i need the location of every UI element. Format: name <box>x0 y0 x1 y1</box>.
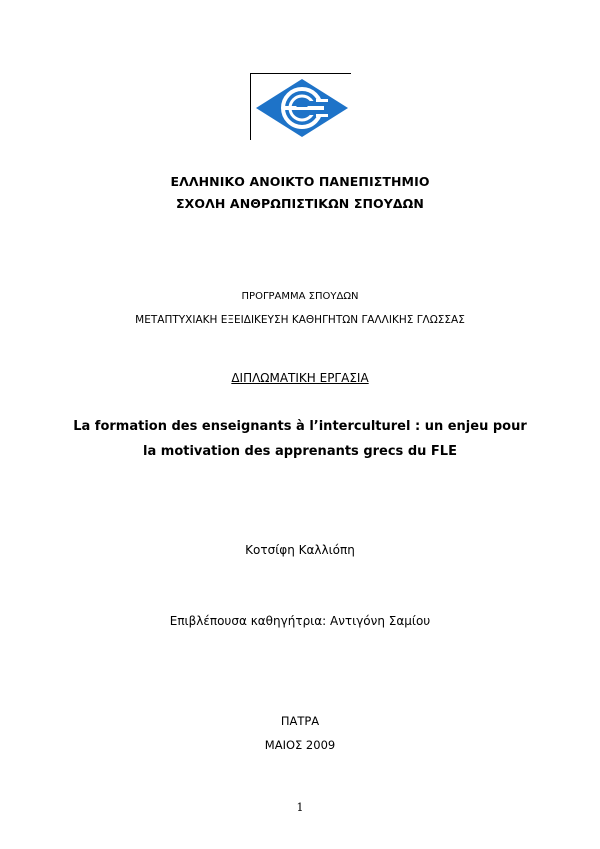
logo-frame <box>250 73 351 140</box>
date: ΜΑΙΟΣ 2009 <box>264 738 336 752</box>
thesis-title-line-1: La formation des enseignants à l’interculturel : un enjeu pour <box>73 419 527 434</box>
author-name: Κοτσίφη Καλλιόπη <box>245 543 355 557</box>
university-logo-icon <box>254 77 350 139</box>
place: ΠΑΤΡΑ <box>280 714 320 728</box>
school-name: ΣΧΟΛΗ ΑΝΘΡΩΠΙΣΤΙΚΩΝ ΣΠΟΥΔΩΝ <box>176 196 424 211</box>
supervisor: Επιβλέπουσα καθηγήτρια: Αντιγόνη Σαμίου <box>169 614 431 628</box>
program-label: ΠΡΟΓΡΑΜΜΑ ΣΠΟΥΔΩΝ <box>241 291 359 302</box>
thesis-title-line-2: la motivation des apprenants grecs du FLE <box>143 444 457 459</box>
thesis-type: ΔΙΠΛΩΜΑΤΙΚΗ ΕΡΓΑΣΙΑ <box>231 371 369 385</box>
page-number: 1 <box>296 801 304 814</box>
program-name: ΜΕΤΑΠΤΥΧΙΑΚΗ ΕΞΕΙΔΙΚΕΥΣΗ ΚΑΘΗΓΗΤΩΝ ΓΑΛΛΙΚΗΣ ΓΛΩΣΣΑΣ <box>135 314 465 326</box>
university-name: ΕΛΛΗΝΙΚΟ ΑΝΟΙΚΤΟ ΠΑΝΕΠΙΣΤΗΜΙΟ <box>170 174 430 189</box>
